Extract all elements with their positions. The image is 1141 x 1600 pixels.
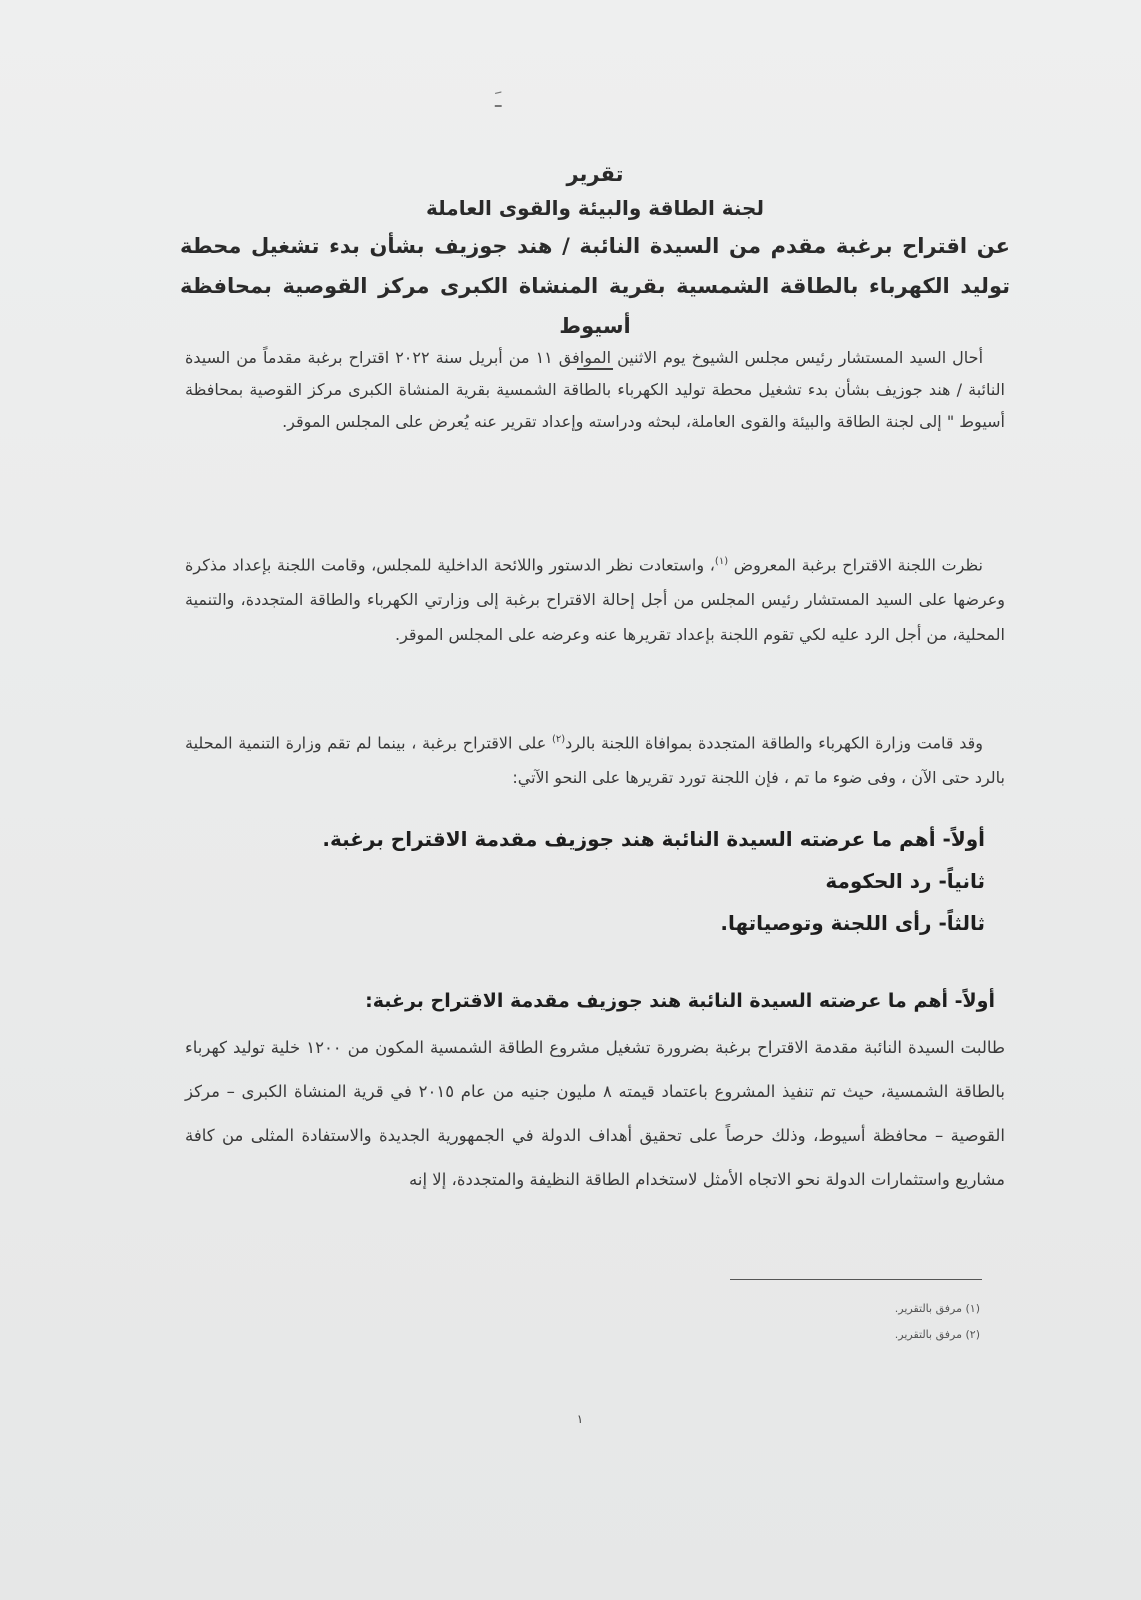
paragraph-request: طالبت السيدة النائبة مقدمة الاقتراح برغبة بضرورة تشغيل مشروع الطاقة الشمسية المكون من ١٢٠٠ خلية توليد كهرباء بالطاقة الشمسية، حيث تم تنفيذ المشروع باعتماد قيمته ٨ مليون جنيه من عام ٢٠١٥ في قرية المنشاة الكبرى – مركز القوصية – محافظة أسيوط، وذلك حرصاً على تحقيق أهداف الدولة في الجمهورية الجديدة والاستفادة المثلى من كافة مشاريع واستثمارات الدولة نحو الاتجاه الأمثل لاستخدام الطاقة النظيفة والمتجددة، إلا إنه (185, 1038, 1005, 1189)
footnote-1: (١) مرفق بالتقرير. (894, 1302, 980, 1315)
report-subject: عن اقتراح برغبة مقدم من السيدة النائبة / هند جوزيف بشأن بدء تشغيل محطة توليد الكهرباء بالطاقة الشمسية بقرية المنشاة الكبرى مركز القوصية بمحافظة أسيوط (180, 234, 1010, 338)
paragraph-review-text-end: ، واستعادت نظر الدستور واللائحة الداخلية للمجلس، وقامت اللجنة بإعداد مذكرة وعرضها على السيد المستشار رئيس المجلس من أجل إحالة الاقتراح برغبة إلى وزارتي الكهرباء والطاقة المتجددة، والتنمية المحلية، من أجل الرد عليه لكي تقوم اللجنة بإعداد تقريرها عنه وعرضه على المجلس الموقر. (185, 555, 1005, 645)
paragraph-review-text-start: نظرت اللجنة الاقتراح برغبة المعروض (733, 555, 984, 575)
report-header (180, 158, 1010, 370)
footnote-ref-2: (٢) (551, 734, 566, 745)
paragraph-referral (185, 342, 1005, 438)
section-heading-first: أولاً- أهم ما عرضته السيدة النائبة هند جوزيف مقدمة الاقتراح برغبة: (365, 990, 995, 1012)
page-number: ١ (576, 1412, 584, 1426)
footnote-2: (٢) مرفق بالتقرير. (894, 1328, 980, 1341)
check-mark-icon: ﹷ (495, 88, 502, 113)
report-title: تقرير (566, 162, 624, 186)
paragraph-referral-text: أحال السيد المستشار رئيس مجلس الشيوخ يوم الاثنين الموافق ١١ من أبريل سنة ٢٠٢٢ اقتراح برغبة مقدماً من السيدة النائبة / هند جوزيف بشأن بدء تشغيل محطة توليد الكهرباء بالطاقة الشمسية بقرية المنشاة الكبرى مركز القوصية بمحافظة أسيوط " إلى لجنة الطاقة والبيئة والقوى العاملة، لبحثه ودراسته وإعداد تقرير عنه يُعرض على المجلس الموقر. (185, 348, 1005, 431)
footnote-ref-1: (١) (714, 556, 729, 567)
outline-item-first: أولاً- أهم ما عرضته السيدة النائبة هند جوزيف مقدمة الاقتراح برغبة. (322, 827, 985, 851)
outline-item-second: ثانياً- رد الحكومة (825, 869, 985, 893)
paragraph-response-text-start: وقد قامت وزارة الكهرباء والطاقة المتجددة بموافاة اللجنة بالرد (565, 733, 984, 753)
footnotes (780, 1296, 980, 1348)
paragraph-review (185, 544, 1005, 652)
committee-name: لجنة الطاقة والبيئة والقوى العاملة (426, 196, 764, 220)
paragraph-response (185, 722, 1005, 795)
outline-item-third: ثالثاً- رأى اللجنة وتوصياتها. (720, 911, 985, 935)
paragraph-response-text-end: على الاقتراح برغبة ، بينما لم تقم وزارة التنمية المحلية بالرد حتى الآن ، وفى ضوء ما تم ، فإن اللجنة تورد تقريرها على النحو الآتي: (185, 733, 1005, 788)
footnote-divider (730, 1279, 982, 1280)
